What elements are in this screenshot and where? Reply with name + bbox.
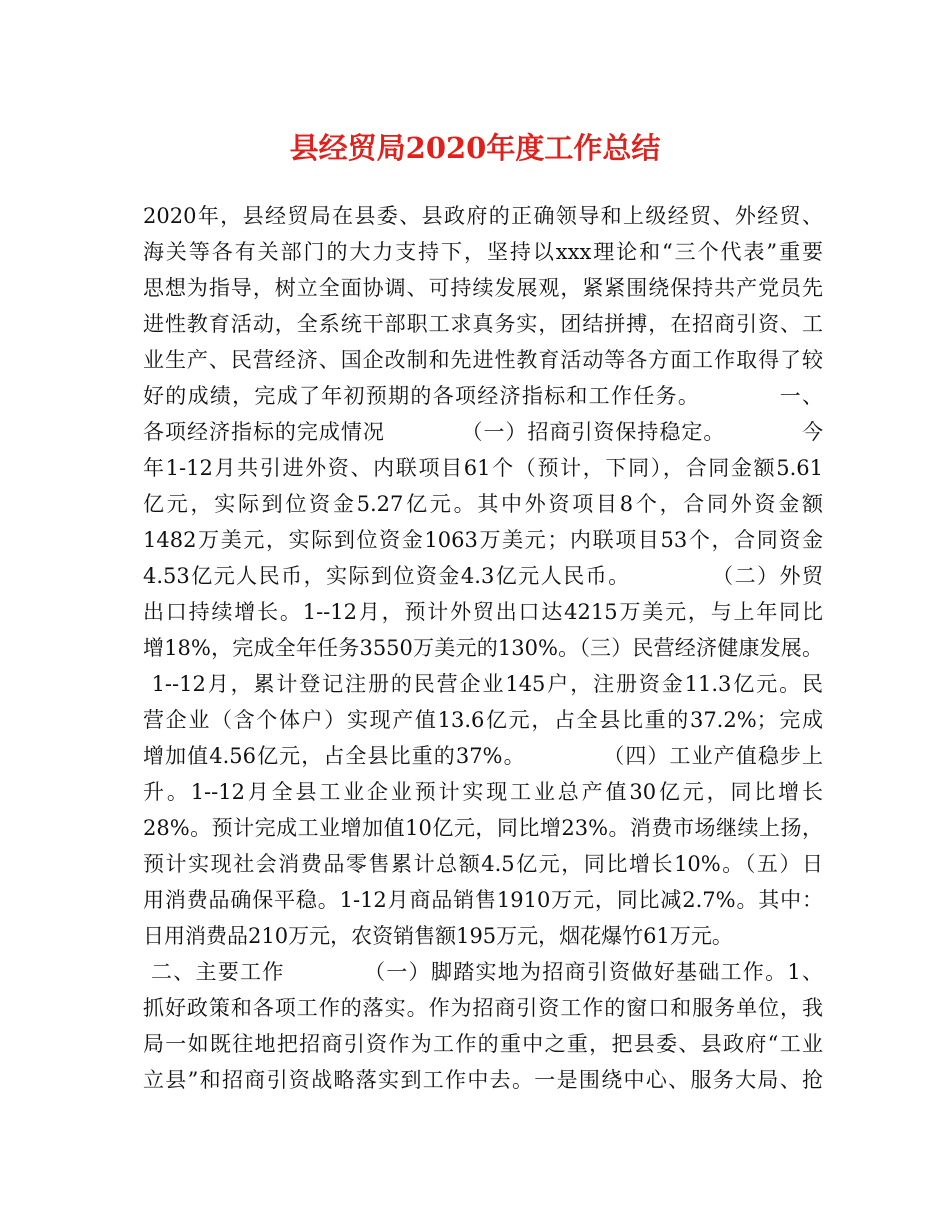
body-line: 进性教育活动，全系统干部职工求真务实，团结拼搏，在招商引资、工 bbox=[143, 312, 823, 336]
body-line: 局一如既往地把招商引资作为工作的重中之重，把县委、县政府“工业 bbox=[143, 1032, 823, 1056]
body-line: 立县”和招商引资战略落实到工作中去。一是围绕中心、服务大局、抢 bbox=[143, 1068, 823, 1092]
body-line: 各项经济指标的完成情况 （一）招商引资保持稳定。 今 bbox=[143, 420, 823, 444]
body-line: 1482万美元，实际到位资金1063万美元；内联项目53个，合同资金 bbox=[143, 528, 823, 552]
document-title: 县经贸局2020年度工作总结 bbox=[289, 131, 661, 165]
body-line: 亿元，实际到位资金5.27亿元。其中外资项目8个，合同外资金额 bbox=[143, 492, 823, 516]
body-line: 日用消费品210万元，农资销售额195万元，烟花爆竹61万元。 bbox=[143, 924, 733, 948]
body-line: 预计实现社会消费品零售累计总额4.5亿元，同比增长10%。（五）日 bbox=[143, 852, 823, 876]
body-line: 海关等各有关部门的大力支持下，坚持以xxx理论和“三个代表”重要 bbox=[143, 240, 823, 264]
body-line: 升。1--12月全县工业企业预计实现工业总产值30亿元，同比增长 bbox=[143, 780, 823, 804]
body-line: 抓好政策和各项工作的落实。作为招商引资工作的窗口和服务单位，我 bbox=[143, 996, 823, 1020]
document-body bbox=[143, 198, 823, 1098]
body-line: 出口持续增长。1--12月，预计外贸出口达4215万美元，与上年同比 bbox=[143, 600, 823, 624]
body-line: 二、主要工作 （一）脚踏实地为招商引资做好基础工作。1、 bbox=[143, 960, 823, 984]
body-line: 业生产、民营经济、国企改制和先进性教育活动等各方面工作取得了较 bbox=[143, 348, 823, 372]
body-line: 年1-12月共引进外资、内联项目61个（预计，下同），合同金额5.61 bbox=[143, 456, 823, 480]
body-line: 思想为指导，树立全面协调、可持续发展观，紧紧围绕保持共产党员先 bbox=[143, 276, 823, 300]
body-line: 增加值4.56亿元，占全县比重的37%。 （四）工业产值稳步上 bbox=[143, 744, 823, 768]
body-line: 增18%，完成全年任务3550万美元的130%。（三）民营经济健康发展。 bbox=[143, 636, 823, 660]
body-line: 1--12月，累计登记注册的民营企业145户，注册资金11.3亿元。民 bbox=[143, 672, 823, 696]
body-line: 营企业（含个体户）实现产值13.6亿元，占全县比重的37.2%；完成 bbox=[143, 708, 823, 732]
body-line: 好的成绩，完成了年初预期的各项经济指标和工作任务。 一、 bbox=[143, 384, 823, 408]
body-line: 28%。预计完成工业增加值10亿元，同比增23%。消费市场继续上扬， bbox=[143, 816, 823, 840]
body-line: 4.53亿元人民币，实际到位资金4.3亿元人民币。 （二）外贸 bbox=[143, 564, 823, 588]
body-line: 2020年，县经贸局在县委、县政府的正确领导和上级经贸、外经贸、 bbox=[143, 204, 823, 228]
body-line: 用消费品确保平稳。1-12月商品销售1910万元，同比减2.7%。其中： bbox=[143, 888, 823, 912]
